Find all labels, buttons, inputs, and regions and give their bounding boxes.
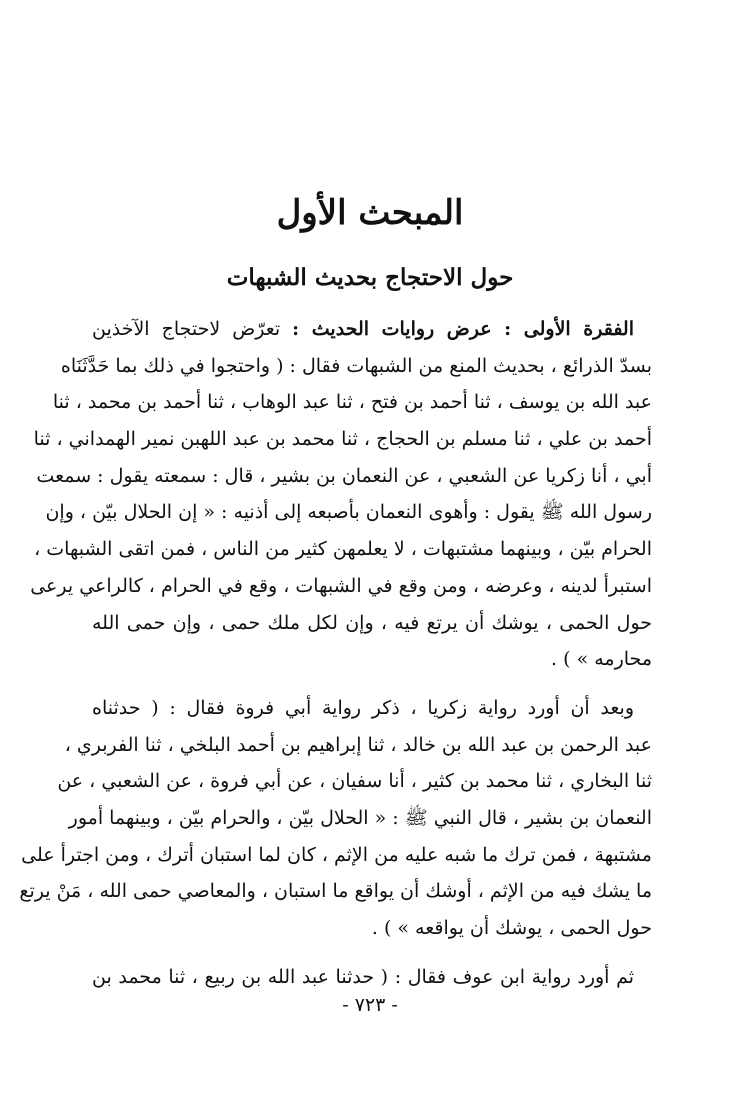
paragraph-1-line: أحمد بن علي ، ثنا مسلم بن الحجاج ، ثنا محمد بن عبد اللهبن نمير الهمداني ، ثنا	[33, 428, 652, 451]
paragraph-1-line: عبد الله بن يوسف ، ثنا أحمد بن فتح ، ثنا عبد الوهاب ، ثنا أحمد بن محمد ، ثنا	[52, 391, 652, 414]
paragraph-gap	[92, 947, 652, 959]
paragraph-1-line: حول الحمى ، يوشك أن يرتع فيه ، وإن لكل ملك حمى ، وإن حمى الله	[92, 611, 652, 634]
paragraph-2-line: النعمان بن بشير ، قال النبي ﷺ : « الحلال بيّن ، والحرام بيّن ، وبينهما أمور	[68, 806, 652, 829]
section-title: حول الاحتجاج بحديث الشبهات	[226, 264, 514, 291]
paragraph-2-line: مشتبهة ، فمن ترك ما شبه عليه من الإثم ، كان لما استبان أترك ، ومن اجترأ على	[21, 843, 652, 866]
paragraph-3-line: ثم أورد رواية ابن عوف فقال : ( حدثنا عبد الله بن ربيع ، ثنا محمد بن	[92, 965, 634, 988]
paragraph-1-line: الحرام بيّن ، وبينهما مشتبهات ، لا يعلمهن كثير من الناس ، فمن اتقى الشبهات ،	[34, 538, 652, 561]
paragraph-1-line: رسول الله ﷺ يقول : وأهوى النعمان بأصبعه إلى أذنيه : « إن الحلال بيّن ، وإن	[45, 501, 652, 524]
paragraph-1-line: استبرأ لدينه ، وعرضه ، ومن وقع في الشبهات ، وقع في الحرام ، كالراعي يرعى	[30, 574, 652, 597]
paragraph-2-line: وبعد أن أورد رواية زكريا ، ذكر رواية أبي فروة فقال : ( حدثناه	[92, 696, 634, 719]
body-text	[19, 311, 652, 995]
paragraph-1-line: محارمه » ) .	[551, 648, 652, 671]
subsection-heading: الفقرة الأولى : عرض روايات الحديث :	[292, 318, 634, 340]
page-number: - ٧٢٣ -	[342, 994, 398, 1016]
paragraph-2-line: عبد الرحمن بن عبد الله بن خالد ، ثنا إبراهيم بن أحمد البلخي ، ثنا الفربري ،	[64, 733, 652, 756]
paragraph-1-line-1-text: تعرّض لاحتجاج الآخذين	[92, 318, 293, 340]
paragraph-1-line: بسدّ الذرائع ، بحديث المنع من الشبهات فقال : ( واحتجوا في ذلك بما حَدَّثَنَاه	[60, 354, 652, 377]
chapter-title: المبحث الأول	[276, 193, 464, 233]
paragraph-gap	[92, 678, 652, 690]
paragraph-2-line: ما يشك فيه من الإثم ، أوشك أن يواقع ما استبان ، والمعاصي حمى الله ، مَنْ يرتع	[19, 880, 652, 903]
paragraph-2-line: ثنا البخاري ، ثنا محمد بن كثير ، أنا سفيان ، عن أبي فروة ، عن الشعبي ، عن	[57, 770, 652, 793]
paragraph-1-line-1	[92, 311, 652, 348]
paragraph-2-line: حول الحمى ، يوشك أن يواقعه » ) .	[371, 917, 652, 939]
paragraph-1-line: أبي ، أنا زكريا عن الشعبي ، عن النعمان بن بشير ، قال : سمعته يقول : سمعت	[36, 464, 652, 487]
